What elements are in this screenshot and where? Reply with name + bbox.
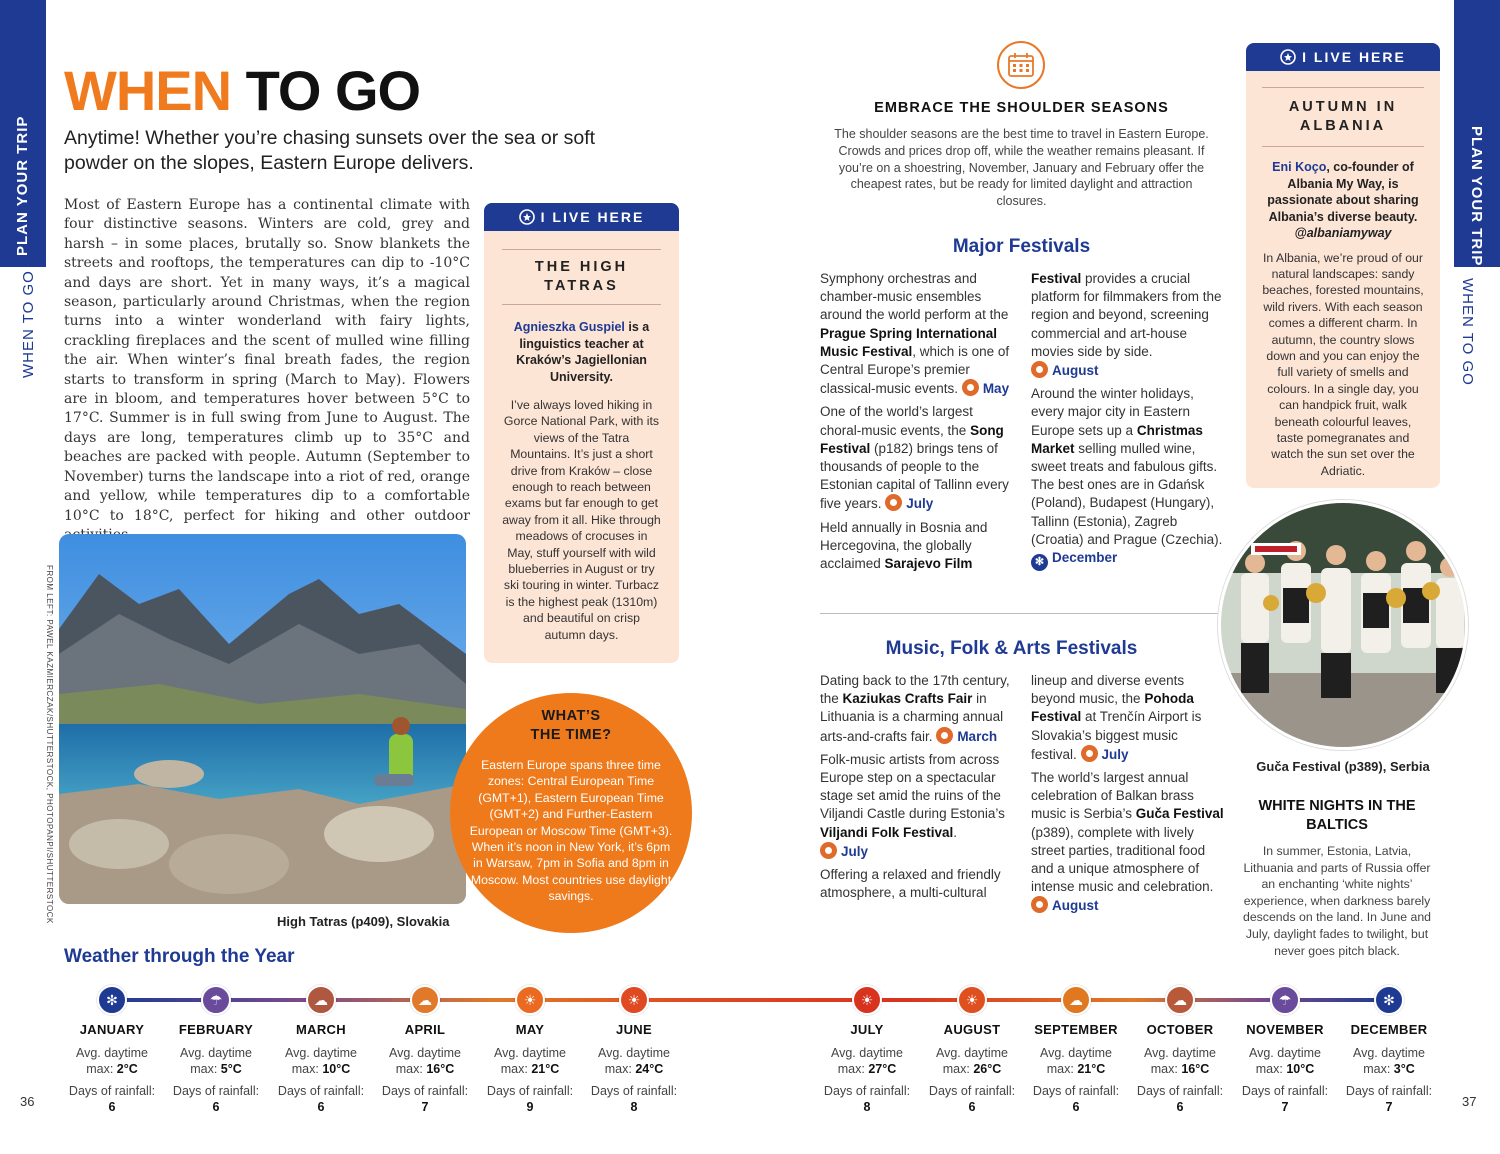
rainfall-days: Days of rainfall: 6 (1032, 1084, 1120, 1114)
i-live-here-box-albania (1246, 43, 1440, 488)
month-name: JULY (850, 1022, 884, 1037)
music-festivals-heading: Music, Folk & Arts Festivals (885, 638, 1138, 659)
sun-icon (820, 842, 837, 859)
festival-song: One of the world’s largest choral-music events, the Song Festival (p182) brings tens of thousands of people to the Estonian capital of Tallinn every five years. July (820, 404, 1009, 512)
sun-icon: ☀ (852, 985, 882, 1015)
avg-temperature: Avg. daytime max: 16°C (388, 1046, 462, 1076)
festival-sarajevo-cont: Festival provides a crucial platform for filmmakers from the region and beyond, screening commercial and art-house movies side by side. August (1031, 271, 1222, 379)
cloud-sun-icon: ☁ (410, 985, 440, 1015)
sun-icon: ☀ (957, 985, 987, 1015)
month-tag-august: August (1031, 363, 1099, 378)
left-tab-label: PLAN YOUR TRIP (14, 115, 31, 256)
festival-prague: Symphony orchestras and chamber-music ensembles around the world perform at the Prague Spring International Music Festival, which is one of Central Europe’s premier classical-music events. May (820, 271, 1010, 397)
rainfall-days: Days of rainfall: 7 (1345, 1084, 1433, 1114)
weather-month-july (815, 1022, 919, 1115)
photo-high-tatras (59, 534, 466, 904)
sun-icon (885, 494, 902, 511)
month-tag-march: March (936, 729, 997, 744)
right-tab-label: PLAN YOUR TRIP (1468, 126, 1485, 267)
whats-the-time-title: WHAT’S THE TIME? (530, 708, 612, 743)
left-section-tab (0, 0, 46, 267)
month-name: OCTOBER (1146, 1022, 1214, 1037)
rainfall-days: Days of rainfall: 6 (277, 1084, 365, 1114)
cloud-rain-icon: ☂ (1270, 985, 1300, 1015)
sun-icon (936, 727, 953, 744)
festival-viljandi: Folk-music artists from across Europe step on a spectacular stage set amid the ruins of the Viljandi Castle during Estonia’s Viljandi Folk Festival. July (820, 751, 1005, 859)
rainfall-days: Days of rainfall: 6 (68, 1084, 156, 1114)
weather-month-june (582, 1022, 686, 1115)
photo-credit: FROM LEFT: PAWEL KAZMIERCZAK/SHUTTERSTOCK, PHOTOPANPI/SHUTTERSTOCK (45, 565, 54, 924)
rainfall-days: Days of rainfall: 6 (928, 1084, 1016, 1114)
month-tag-december: ✻ December (1031, 550, 1117, 565)
left-tab-sub: WHEN TO GO (20, 270, 37, 378)
month-name: JANUARY (79, 1022, 145, 1037)
month-name: NOVEMBER (1246, 1022, 1324, 1037)
rainfall-days: Days of rainfall: 7 (1241, 1084, 1329, 1114)
body-text: Most of Eastern Europe has a continental climate with four distinctive seasons. Winters are cold, grey and harsh – in some places, brutally so. Snow blankets the streets and rooftops, the temperatures can dip to -10°C and days are short. Yet in many ways, it’s a magical season, particularly around Christmas, when the region turns into a winter wonderland with fairy lights, crackling fireplaces and the scent of mulled wine filling the air. When winter’s final breath fades, the region starts to transform in spring (March to May). Flowers are in bloom, and temperatures hover between 5°C to 17°C. Summer is in full swing from June to August. The days are long, temperatures climb up to 35°C and beaches are packed with people. Autumn (September to November) turns the landscape into a riot of red, orange and yellow, while temperatures dip to a comfortable 10°C to 18°C, perfect for hiking and other outdoor (64, 197, 470, 524)
major-festivals-heading: Major Festivals (952, 236, 1091, 257)
festival-guca: The world’s largest annual celebration of Balkan brass music is Serbia’s Guča Festival (p389), complete with lively street parties, traditional food and a unique atmosphere of intense music and celebration. August (1031, 770, 1224, 914)
avg-temperature: Avg. daytime max: 5°C (179, 1046, 253, 1076)
contributor-bio: is a linguistics teacher at Kraków’s Jagiellonian University. (516, 320, 650, 384)
cloud-sun-icon: ☁ (1165, 985, 1195, 1015)
title-part-2: TO GO (245, 59, 421, 122)
contributor-bio: , co-founder of Albania My Way, is passionate about sharing Albania’s diverse beauty. (1267, 160, 1419, 224)
music-festivals-col1 (820, 672, 1012, 907)
sun-icon (1031, 896, 1048, 913)
month-name: SEPTEMBER (1034, 1022, 1118, 1037)
month-tag-july: July (1081, 747, 1129, 762)
shoulder-seasons-body: The shoulder seasons are the best time to travel in Eastern Europe. Crowds and prices drop off, while the weather remains pleasant. If you’re on a shoestring, November, January and February offer the cheapest rates, but be ready for limited daylight and attraction closures. (834, 127, 1209, 209)
rainfall-days: Days of rainfall: 6 (172, 1084, 260, 1114)
month-name: MARCH (296, 1022, 346, 1037)
festival-sarajevo: Held annually in Bosnia and Hercegovina, the globally acclaimed Sarajevo Film (820, 519, 988, 572)
location-badge-icon (1280, 49, 1296, 65)
avg-temperature: Avg. daytime max: 26°C (935, 1046, 1009, 1076)
weather-month-september (1024, 1022, 1128, 1115)
right-tab-sub: WHEN TO GO (1459, 278, 1476, 386)
month-name: AUGUST (943, 1022, 1001, 1037)
avg-temperature: Avg. daytime max: 21°C (493, 1046, 567, 1076)
mountain-lake-image (59, 534, 466, 904)
whats-the-time-circle (450, 693, 692, 933)
weather-month-february (164, 1022, 268, 1115)
month-tag-july: July (885, 496, 933, 511)
month-name: MAY (515, 1022, 545, 1037)
live-here-title: THE HIGH TATRAS (502, 249, 661, 305)
month-tag-july: July (820, 844, 868, 859)
i-live-here-header (484, 203, 679, 231)
i-live-here-header (1246, 43, 1440, 71)
snowflake-icon: ✻ (1374, 985, 1404, 1015)
weather-month-august (920, 1022, 1024, 1115)
photo-caption-guca: Guča Festival (p389), Serbia (1256, 759, 1430, 774)
weather-month-november (1233, 1022, 1337, 1115)
major-festivals-col1 (820, 270, 1016, 578)
live-here-body: In Albania, we’re proud of our natural landscapes: sandy beaches, forested mountains, wild rivers. With each season comes a different charm. In autumn, the country slows down and you can enjoy the full variety of smells and colours. In a single day, you can handpick fruit, walk beneath colourful leaves, taste pomegranates and watch the sun set over the Adriatic. (1262, 250, 1424, 478)
white-nights-title: WHITE NIGHTS IN THE BALTICS (1258, 798, 1416, 833)
sun-icon (1081, 745, 1098, 762)
festival-pohoda: lineup and diverse events beyond music, the Pohoda Festival at Trenčín Airport is Slovakia’s biggest music festival. July (1031, 673, 1202, 762)
rainfall-days: Days of rainfall: 9 (486, 1084, 574, 1114)
page-number-left: 36 (20, 1094, 35, 1109)
weather-month-april (373, 1022, 477, 1115)
avg-temperature: Avg. daytime max: 10°C (284, 1046, 358, 1076)
month-name: DECEMBER (1350, 1022, 1428, 1037)
month-tag-may: May (962, 381, 1009, 396)
weather-month-march (269, 1022, 373, 1115)
sun-icon (1031, 361, 1048, 378)
weather-month-october (1128, 1022, 1232, 1115)
month-name: JUNE (616, 1022, 652, 1037)
calendar-icon (997, 41, 1045, 89)
rainfall-days: Days of rainfall: 8 (823, 1084, 911, 1114)
weather-month-december (1337, 1022, 1441, 1115)
festival-kaziukas: Dating back to the 17th century, the Kaziukas Crafts Fair in Lithuania is a charming annual arts-and-crafts fair. March (820, 673, 1010, 744)
live-here-title: AUTUMN IN ALBANIA (1262, 87, 1424, 147)
section-divider (820, 613, 1220, 614)
photo-caption-tatras: High Tatras (p409), Slovakia (277, 914, 450, 929)
weather-timeline (112, 998, 1388, 1002)
whats-the-time-body: Eastern Europe spans three time zones: Central European Time (GMT+1), Eastern European Time (GMT+2) and Further-Eastern European or Moscow Time (GMT+3). When it’s noon in New York, it’s 6pm in Warsaw, 7pm in Sofia and 8pm in Moscow. Most countries use daylight savings. (469, 758, 673, 904)
avg-temperature: Avg. daytime max: 24°C (597, 1046, 671, 1076)
page-title (64, 58, 420, 123)
live-here-body: I’ve always loved hiking in Gorce National Park, with its views of the Tatra Mountains. It’s just a short drive from Kraków – close enough to reach between exams but far enough to get away from it all. Hike through meadows of crocuses in May, stuff yourself with wild blueberries in August or try ski touring in winter. Turbacz is the highest peak (1310m) and beautiful on crisp autumn days. (502, 398, 661, 642)
major-festivals-col2 (1031, 270, 1226, 576)
live-here-bio (1262, 159, 1424, 242)
contributor-handle: @albaniamyway (1294, 226, 1392, 240)
weather-heading: Weather through the Year (64, 946, 295, 967)
rainfall-days: Days of rainfall: 7 (381, 1084, 469, 1114)
right-section-tab (1454, 0, 1500, 267)
avg-temperature: Avg. daytime max: 3°C (1352, 1046, 1426, 1076)
white-nights-body: In summer, Estonia, Latvia, Lithuania and parts of Russia offer an enchanting ‘white nights’ experience, when darkness barely descends on the land. In June and July, daylight fades to twilight, but never goes pitch black. (1242, 844, 1431, 958)
cloud-rain-icon: ☂ (201, 985, 231, 1015)
avg-temperature: Avg. daytime max: 2°C (75, 1046, 149, 1076)
avg-temperature: Avg. daytime max: 21°C (1039, 1046, 1113, 1076)
i-live-here-label: I LIVE HERE (1302, 49, 1406, 65)
avg-temperature: Avg. daytime max: 27°C (830, 1046, 904, 1076)
i-live-here-box-tatras (484, 203, 679, 663)
weather-month-january (60, 1022, 164, 1115)
i-live-here-label: I LIVE HERE (540, 209, 645, 225)
title-part-1: WHEN (64, 59, 232, 122)
snowflake-icon: ✻ (97, 985, 127, 1015)
live-here-bio (502, 319, 661, 385)
month-name: FEBRUARY (178, 1022, 254, 1037)
sun-icon: ☀ (515, 985, 545, 1015)
rainfall-days: Days of rainfall: 6 (1136, 1084, 1224, 1114)
festival-christmas-market: Around the winter holidays, every major city in Eastern Europe sets up a Christmas Market selling mulled wine, sweet treats and fabulous gifts. The best ones are in Gdańsk (Poland), Budapest (Hungary), Tallinn (Estonia), Zagreb (Croatia) and Prague (Czechia). ✻ December (1031, 385, 1226, 571)
month-name: APRIL (404, 1022, 446, 1037)
page-number-right: 37 (1462, 1094, 1477, 1109)
sun-icon: ☀ (619, 985, 649, 1015)
snowflake-icon: ✻ (1031, 554, 1048, 571)
shoulder-seasons-title: EMBRACE THE SHOULDER SEASONS (874, 100, 1169, 116)
cloud-sun-icon: ☁ (306, 985, 336, 1015)
weather-month-may (478, 1022, 582, 1115)
month-tag-august: August (1031, 898, 1099, 913)
cloud-sun-icon: ☁ (1061, 985, 1091, 1015)
intro-text: Anytime! Whether you’re chasing sunsets over the sea or soft powder on the slopes, Eastern Europe delivers. (64, 127, 596, 174)
festival-pohoda-start: Offering a relaxed and friendly atmosphere, a multi-cultural (820, 867, 1001, 901)
location-badge-icon (519, 209, 535, 225)
brass-band-image (1221, 503, 1468, 750)
rainfall-days: Days of rainfall: 8 (590, 1084, 678, 1114)
contributor-name: Eni Koço (1272, 160, 1327, 174)
avg-temperature: Avg. daytime max: 10°C (1248, 1046, 1322, 1076)
sun-icon (962, 379, 979, 396)
music-festivals-col2 (1031, 672, 1226, 921)
avg-temperature: Avg. daytime max: 16°C (1143, 1046, 1217, 1076)
contributor-name: Agnieszka Guspiel (513, 320, 625, 334)
photo-guca-festival (1218, 500, 1468, 750)
